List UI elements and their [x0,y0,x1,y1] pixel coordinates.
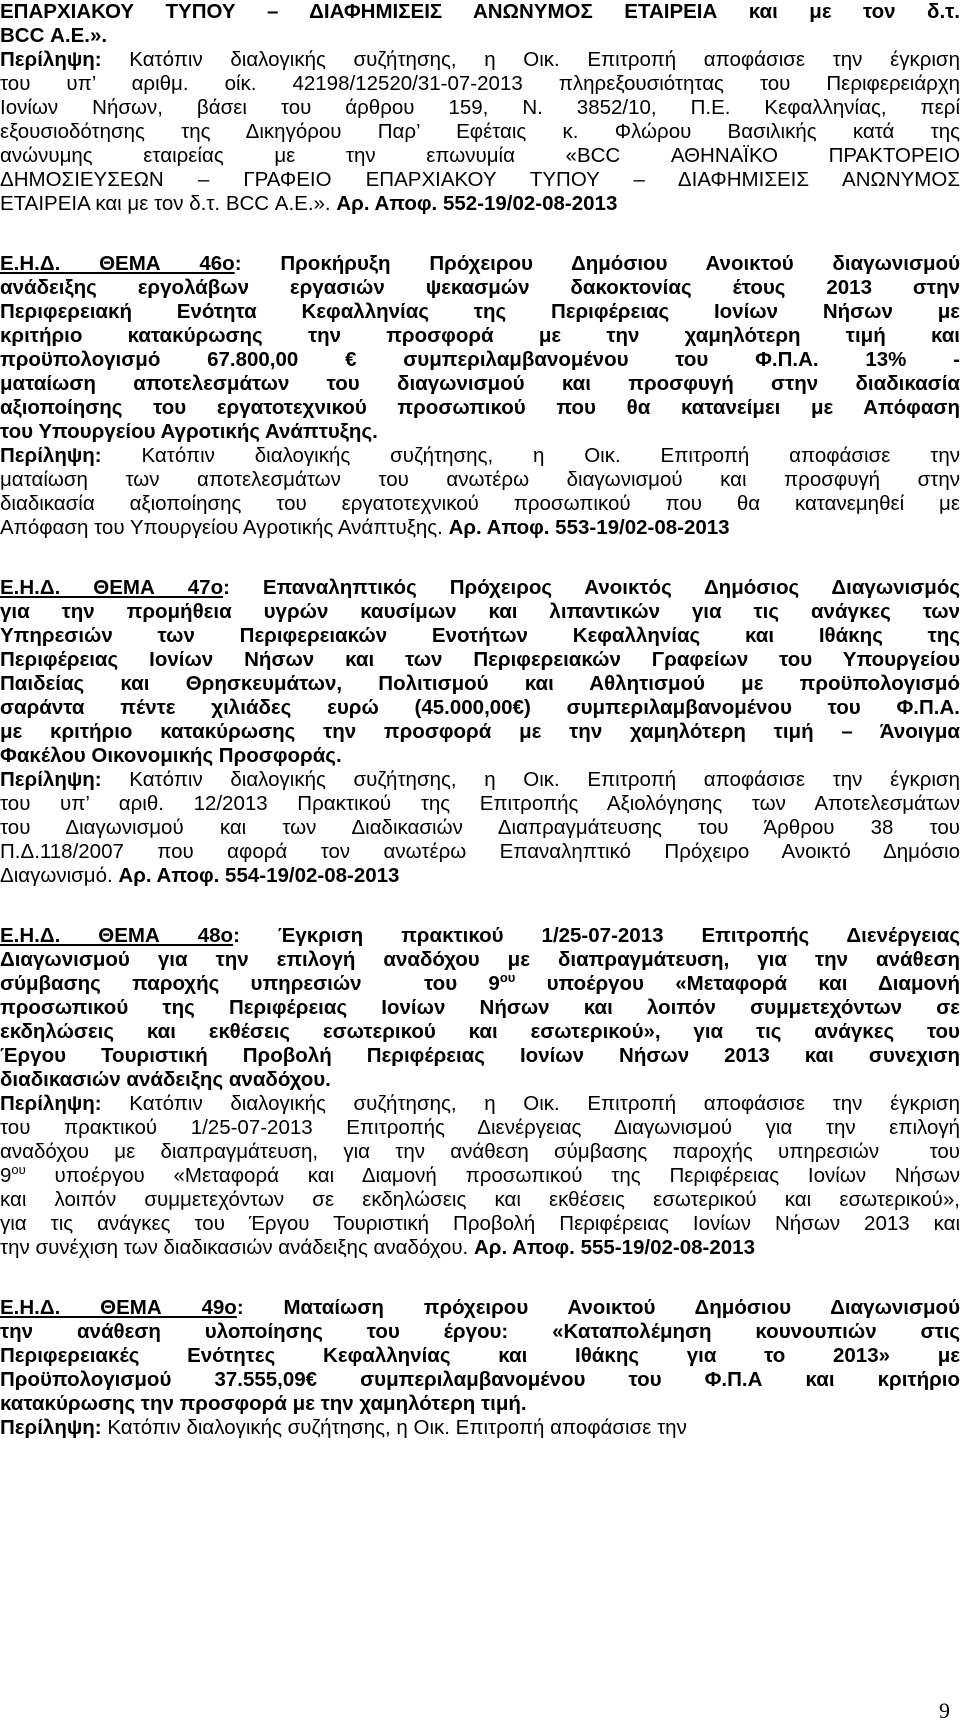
topic-48-summary-3: αναδόχου με διαπραγμάτευση, για την ανάθεση σύμβασης παροχής υπηρεσιών του [0,1140,960,1163]
topic-47-line-6: σαράντα πέντε χιλιάδες ευρώ (45.000,00€) συμπεριλαμβανομένου του Φ.Π.Α. [0,696,960,719]
topic-48-heading: Ε.Η.Δ. ΘΕΜΑ 48ο [0,924,234,947]
topic-48-summary-4: $9^{o\upsilon}$ υποέργου «Μεταφορά και Διαμονή προσωπικού της Περιφέρειας Ιονίων Νήσων [0,1162,960,1187]
topic-46-summary-3: διαδικασία αξιοποίησης του εργατοτεχνικού προσωπικού που θα κατανεμηθεί με [0,492,960,515]
topic-46-line-3: Περιφερειακή Ενότητα Κεφαλληνίας της Περιφέρειας Ιονίων Νήσων με [0,300,960,323]
topic-49-line-5: κατακύρωσης την προσφορά με την χαμηλότερη τιμή. [0,1392,527,1415]
decision-number: Αρ. Αποφ. 554-19/02-08-2013 [118,864,400,887]
topic-47-line-4: Περιφέρειας Ιονίων Νήσων και των Περιφερειακών Γραφείων του Υπουργείου [0,648,960,671]
header-summary-line-6: ΔΗΜΟΣΙΕΥΣΕΩΝ – ΓΡΑΦΕΙΟ ΕΠΑΡΧΙΑΚΟΥ ΤΥΠΟΥ – ΔΙΑΦΗΜΙΣΕΙΣ ΑΝΩΝΥΜΟΣ [0,168,960,191]
decision-number: Αρ. Αποφ. 555-19/02-08-2013 [473,1236,755,1259]
topic-49-line-1: Ε.Η.Δ. ΘΕΜΑ 49ο: Ματαίωση πρόχειρου Ανοικτού Δημόσιου Διαγωνισμού [0,1296,960,1319]
topic-46-summary-4: Απόφαση του Υπουργείου Αγροτικής Ανάπτυξης. Αρ. Αποφ. 553-19/02-08-2013 [0,516,730,539]
topic-49-line-3: Περιφερειακές Ενότητες Κεφαλληνίας και Ιθάκης για το 2013» με [0,1344,960,1367]
summary-label: Περίληψη: [0,48,102,71]
topic-48-summary-7: την συνέχιση των διαδικασιών ανάδειξης αναδόχου. Αρ. Αποφ. 555-19/02-08-2013 [0,1236,755,1259]
topic-47-summary-4: Π.Δ.118/2007 που αφορά τον ανωτέρω Επαναληπτικό Πρόχειρο Ανοικτό Δημόσιο [0,840,960,863]
topic-48-summary-2: του πρακτικού 1/25-07-2013 Επιτροπής Διενέργειας Διαγωνισμού για την επιλογή [0,1116,960,1139]
topic-49-summary-1: Περίληψη: Κατόπιν διαλογικής συζήτησης, η Οικ. Επιτροπή αποφάσισε την [0,1416,687,1439]
topic-47-line-7: με κριτήριο κατακύρωσης την προσφορά με την χαμηλότερη τιμή – Άνοιγμα [0,720,960,743]
topic-47-line-2: για την προμήθεια υγρών καυσίμων και λιπαντικών για τις ανάγκες των [0,600,960,623]
topic-47-summary-2: του υπ’ αριθ. 12/2013 Πρακτικού της Επιτροπής Αξιολόγησης των Αποτελεσμάτων [0,792,960,815]
euro-sign: € [305,1368,318,1391]
topic-48-line-1: Ε.Η.Δ. ΘΕΜΑ 48ο: Έγκριση πρακτικού 1/25-07-2013 Επιτροπής Διενέργειας [0,924,960,947]
header-summary-line-4: εξουσιοδότησης της Δικηγόρου Παρ’ Εφέταις κ. Φλώρου Βασιλικής κατά της [0,120,960,143]
decision-number: Αρ. Αποφ. 552-19/02-08-2013 [336,192,618,215]
topic-48-summary-1: Περίληψη: Κατόπιν διαλογικής συζήτησης, η Οικ. Επιτροπή αποφάσισε την έγκριση [0,1092,960,1115]
header-summary-line-5: ανώνυμης εταιρείας με την επωνυμία «BCC ΑΘΗΝΑΪΚΟ ΠΡΑΚΤΟΡΕΙΟ [0,144,960,167]
topic-47-summary-1: Περίληψη: Κατόπιν διαλογικής συζήτησης, η Οικ. Επιτροπή αποφάσισε την έγκριση [0,768,960,791]
topic-46-heading: Ε.Η.Δ. ΘΕΜΑ 46ο [0,252,235,275]
summary-label: Περίληψη: [0,768,102,791]
euro-sign: € [345,348,357,371]
topic-48-line-7: διαδικασιών ανάδειξης αναδόχου. [0,1068,331,1091]
header-line-1: ΕΠΑΡΧΙΑΚΟΥ ΤΥΠΟΥ – ΔΙΑΦΗΜΙΣΕΙΣ ΑΝΩΝΥΜΟΣ ΕΤΑΙΡΕΙΑ και με τον δ.τ. [0,0,960,23]
page-number: 9 [939,1698,950,1723]
topic-49-line-2: την ανάθεση υλοποίησης του έργου: «Καταπολέμηση κουνουπιών στις [0,1320,960,1343]
summary-label: Περίληψη: [0,444,102,467]
header-summary-line-2: του υπ’ αριθμ. οίκ. 42198/12520/31-07-2013 πληρεξουσιότητας του Περιφερειάρχη [0,72,960,95]
summary-label: Περίληψη: [0,1092,102,1115]
topic-46-line-4: κριτήριο κατακύρωσης την προσφορά με την χαμηλότερη τιμή και [0,324,960,347]
topic-48-line-4: προσωπικού της Περιφέρειας Ιονίων Νήσων και λοιπόν συμμετεχόντων σε [0,996,960,1019]
header-summary-line-3: Ιονίων Νήσων, βάσει του άρθρου 159, Ν. 3852/10, Π.Ε. Κεφαλληνίας, περί [0,96,960,119]
header-line-2: BCC Α.Ε.». [0,24,108,47]
topic-48-line-6: Έργου Τουριστική Προβολή Περιφέρειας Ιονίων Νήσων 2013 και συνεχιση [0,1044,960,1067]
euro-sign: € [512,696,524,719]
topic-47-summary-3: του Διαγωνισμού και των Διαδικασιών Διαπραγμάτευσης του Άρθρου 38 του [0,816,960,839]
header-summary-line-7: ΕΤΑΙΡΕΙΑ και με τον δ.τ. BCC Α.Ε.». Αρ. Αποφ. 552-19/02-08-2013 [0,192,618,215]
topic-48-line-3: σύμβασης παροχής υπηρεσιών του $9^{o\upsilon}$ υποέργου «Μεταφορά και Διαμονή [0,970,960,995]
topic-49-heading: Ε.Η.Δ. ΘΕΜΑ 49ο [0,1296,237,1319]
topic-46-line-2: ανάδειξης εργολάβων εργασιών ψεκασμών δακοκτονίας έτους 2013 στην [0,276,960,299]
topic-46-summary-1: Περίληψη: Κατόπιν διαλογικής συζήτησης, η Οικ. Επιτροπή αποφάσισε την [0,444,960,467]
topic-46-line-8: του Υπουργείου Αγροτικής Ανάπτυξης. [0,420,378,443]
topic-46-summary-2: ματαίωση των αποτελεσμάτων του ανωτέρω διαγωνισμού και προσφυγή στην [0,468,960,491]
topic-48-summary-5: και λοιπόν συμμετεχόντων σε εκδηλώσεις και εκθέσεις εσωτερικού και εσωτερικού», [0,1188,960,1211]
topic-48-line-2: Διαγωνισμού για την επιλογή αναδόχου με διαπραγμάτευση, για την ανάθεση [0,948,960,971]
topic-46-line-6: ματαίωση αποτελεσμάτων του διαγωνισμού και προσφυγή στην διαδικασία [0,372,960,395]
topic-48-line-5: εκδηλώσεις και εκθέσεις εσωτερικού και εσωτερικού», για τις ανάγκες του [0,1020,960,1043]
decision-number: Αρ. Αποφ. 553-19/02-08-2013 [448,516,730,539]
topic-47-heading: Ε.Η.Δ. ΘΕΜΑ 47ο [0,576,224,599]
topic-48-summary-6: για τις ανάγκες του Έργου Τουριστική Προβολή Περιφέρειας Ιονίων Νήσων 2013 και [0,1212,960,1235]
topic-47-line-1: Ε.Η.Δ. ΘΕΜΑ 47ο: Επαναληπτικός Πρόχειρος Ανοικτός Δημόσιος Διαγωνισμός [0,576,960,599]
topic-46-line-1: Ε.Η.Δ. ΘΕΜΑ 46ο: Προκήρυξη Πρόχειρου Δημόσιου Ανοικτού διαγωνισμού [0,252,960,275]
topic-47-line-5: Παιδείας και Θρησκευμάτων, Πολιτισμού και Αθλητισμού με προϋπολογισμό [0,672,960,695]
topic-47-line-8: Φακέλου Οικονομικής Προσφοράς. [0,744,342,767]
topic-46-line-7: αξιοποίησης του εργατοτεχνικού προσωπικού που θα κατανείμει με Απόφαση [0,396,960,419]
topic-47-line-3: Υπηρεσιών των Περιφερειακών Ενοτήτων Κεφαλληνίας και Ιθάκης της [0,624,960,647]
topic-49-line-4: Προϋπολογισμού 37.555,09€ συμπεριλαμβανομένου του Φ.Π.Α και κριτήριο [0,1368,960,1391]
topic-47-summary-5: Διαγωνισμό. Αρ. Αποφ. 554-19/02-08-2013 [0,864,400,887]
topic-46-line-5: προϋπολογισμό 67.800,00 € συμπεριλαμβανομένου του Φ.Π.Α. 13% - [0,348,960,371]
header-summary-line-1: Περίληψη: Κατόπιν διαλογικής συζήτησης, η Οικ. Επιτροπή αποφάσισε την έγκριση [0,48,960,71]
summary-label: Περίληψη: [0,1416,102,1439]
